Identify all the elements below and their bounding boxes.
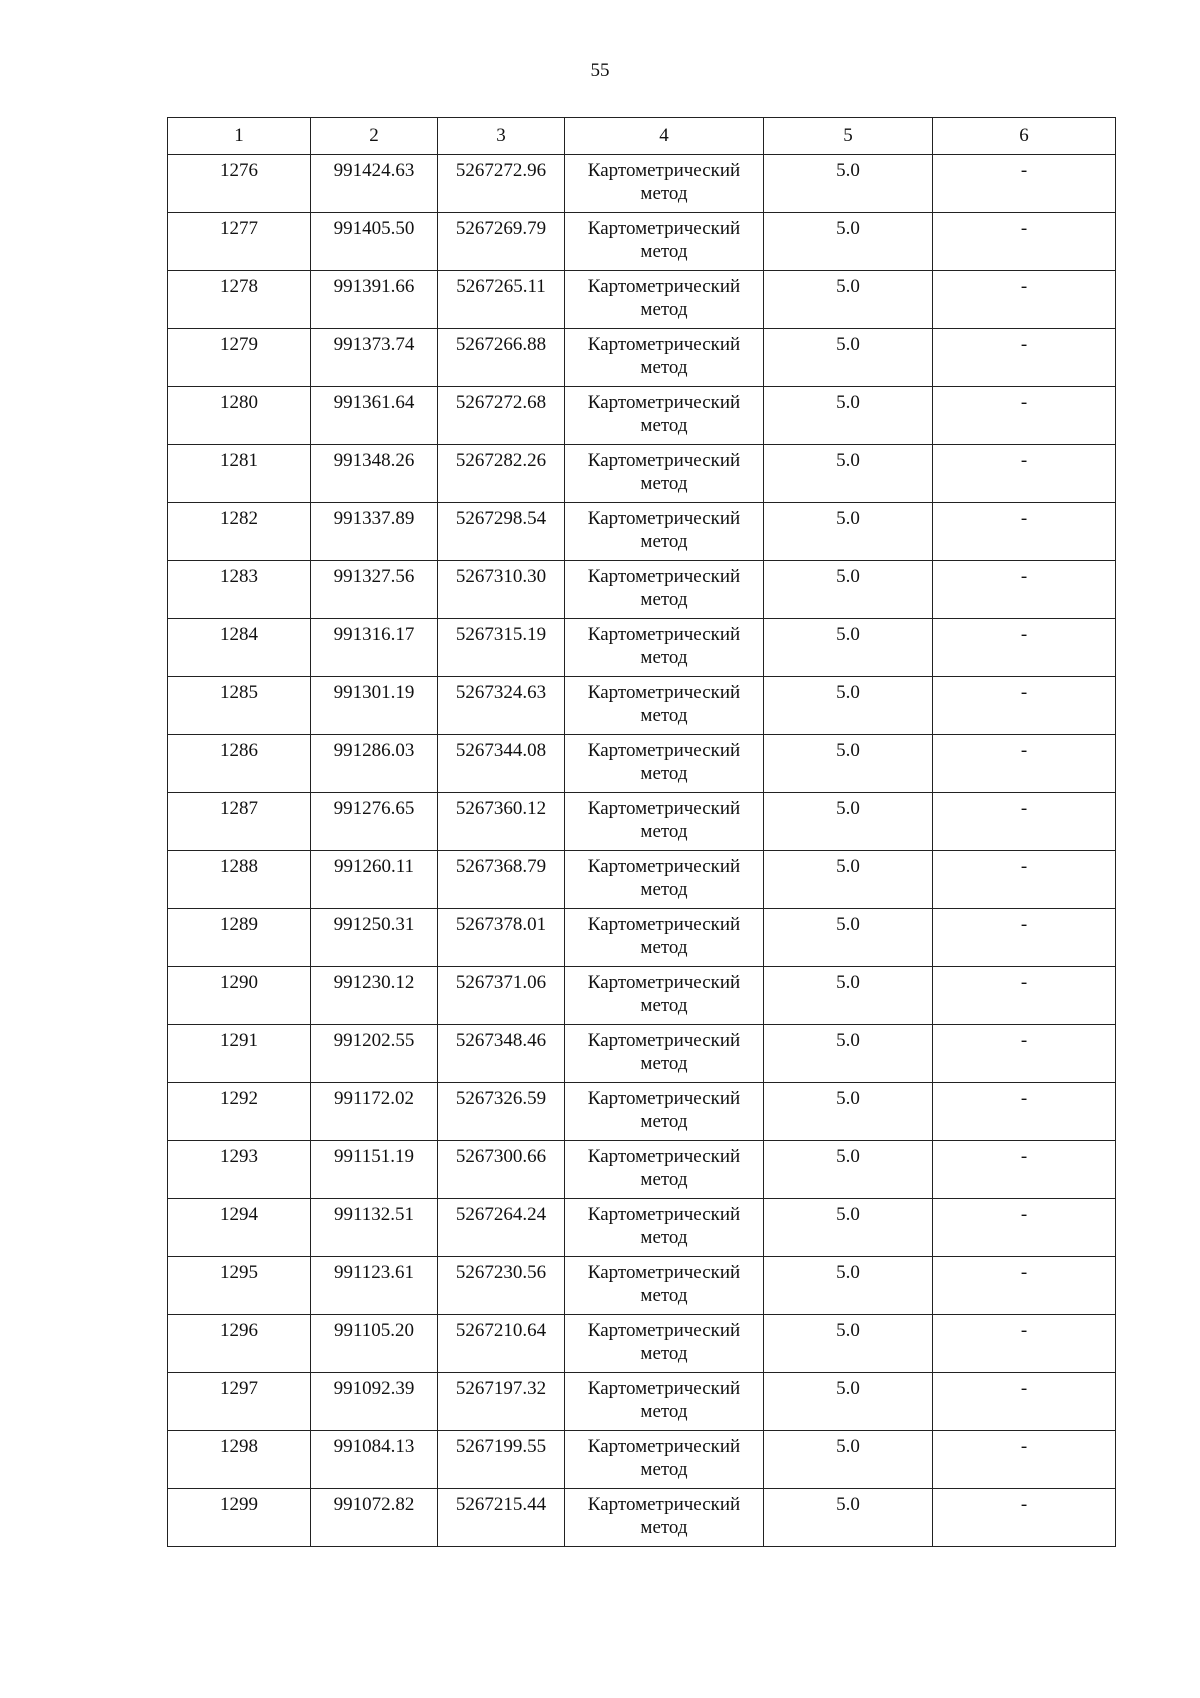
accuracy-cell: 5.0 bbox=[764, 619, 933, 677]
method-line-1: Картометрический bbox=[587, 624, 741, 645]
x-coordinate-cell: 991260.11 bbox=[311, 851, 438, 909]
x-coordinate-cell: 991424.63 bbox=[311, 155, 438, 213]
note-cell: - bbox=[933, 1025, 1116, 1083]
y-coordinate-cell: 5267360.12 bbox=[438, 793, 565, 851]
accuracy-cell: 5.0 bbox=[764, 1083, 933, 1141]
method-cell bbox=[565, 1083, 764, 1141]
accuracy-cell: 5.0 bbox=[764, 851, 933, 909]
accuracy-cell: 5.0 bbox=[764, 793, 933, 851]
method-line-2: метод bbox=[640, 241, 688, 262]
method-line-2: метод bbox=[640, 1169, 688, 1190]
method-cell bbox=[565, 967, 764, 1025]
method-line-2: метод bbox=[640, 1111, 688, 1132]
point-number-cell: 1294 bbox=[168, 1199, 311, 1257]
method-line-1: Картометрический bbox=[587, 566, 741, 587]
method-cell bbox=[565, 1257, 764, 1315]
x-coordinate-cell: 991405.50 bbox=[311, 213, 438, 271]
point-number-cell: 1279 bbox=[168, 329, 311, 387]
x-coordinate-cell: 991337.89 bbox=[311, 503, 438, 561]
table-row bbox=[168, 909, 1116, 967]
method-cell bbox=[565, 213, 764, 271]
x-coordinate-cell: 991250.31 bbox=[311, 909, 438, 967]
table-row bbox=[168, 1025, 1116, 1083]
method-line-1: Картометрический bbox=[587, 798, 741, 819]
accuracy-cell: 5.0 bbox=[764, 155, 933, 213]
method-line-1: Картометрический bbox=[587, 1436, 741, 1457]
x-coordinate-cell: 991132.51 bbox=[311, 1199, 438, 1257]
method-line-2: метод bbox=[640, 937, 688, 958]
note-cell: - bbox=[933, 1489, 1116, 1547]
method-cell bbox=[565, 1141, 764, 1199]
note-cell: - bbox=[933, 793, 1116, 851]
y-coordinate-cell: 5267368.79 bbox=[438, 851, 565, 909]
x-coordinate-cell: 991123.61 bbox=[311, 1257, 438, 1315]
x-coordinate-cell: 991172.02 bbox=[311, 1083, 438, 1141]
method-line-1: Картометрический bbox=[587, 450, 741, 471]
x-coordinate-cell: 991301.19 bbox=[311, 677, 438, 735]
accuracy-cell: 5.0 bbox=[764, 909, 933, 967]
y-coordinate-cell: 5267210.64 bbox=[438, 1315, 565, 1373]
table-row bbox=[168, 445, 1116, 503]
method-line-1: Картометрический bbox=[587, 160, 741, 181]
y-coordinate-cell: 5267324.63 bbox=[438, 677, 565, 735]
y-coordinate-cell: 5267300.66 bbox=[438, 1141, 565, 1199]
method-cell bbox=[565, 909, 764, 967]
coordinates-table bbox=[167, 117, 1116, 1547]
table-row bbox=[168, 213, 1116, 271]
point-number-cell: 1282 bbox=[168, 503, 311, 561]
y-coordinate-cell: 5267315.19 bbox=[438, 619, 565, 677]
table-row bbox=[168, 503, 1116, 561]
method-line-1: Картометрический bbox=[587, 914, 741, 935]
note-cell: - bbox=[933, 387, 1116, 445]
y-coordinate-cell: 5267230.56 bbox=[438, 1257, 565, 1315]
method-line-2: метод bbox=[640, 1053, 688, 1074]
x-coordinate-cell: 991327.56 bbox=[311, 561, 438, 619]
y-coordinate-cell: 5267282.26 bbox=[438, 445, 565, 503]
table-row bbox=[168, 1373, 1116, 1431]
y-coordinate-cell: 5267326.59 bbox=[438, 1083, 565, 1141]
method-line-2: метод bbox=[640, 299, 688, 320]
method-line-1: Картометрический bbox=[587, 856, 741, 877]
point-number-cell: 1283 bbox=[168, 561, 311, 619]
accuracy-cell: 5.0 bbox=[764, 387, 933, 445]
method-line-2: метод bbox=[640, 473, 688, 494]
accuracy-cell: 5.0 bbox=[764, 1431, 933, 1489]
point-number-cell: 1297 bbox=[168, 1373, 311, 1431]
method-cell bbox=[565, 329, 764, 387]
accuracy-cell: 5.0 bbox=[764, 735, 933, 793]
y-coordinate-cell: 5267272.96 bbox=[438, 155, 565, 213]
method-line-2: метод bbox=[640, 647, 688, 668]
method-cell bbox=[565, 619, 764, 677]
method-line-1: Картометрический bbox=[587, 508, 741, 529]
method-line-2: метод bbox=[640, 1401, 688, 1422]
note-cell: - bbox=[933, 155, 1116, 213]
point-number-cell: 1298 bbox=[168, 1431, 311, 1489]
point-number-cell: 1290 bbox=[168, 967, 311, 1025]
method-cell bbox=[565, 677, 764, 735]
method-line-2: метод bbox=[640, 183, 688, 204]
accuracy-cell: 5.0 bbox=[764, 1141, 933, 1199]
note-cell: - bbox=[933, 561, 1116, 619]
table-row bbox=[168, 1489, 1116, 1547]
note-cell: - bbox=[933, 909, 1116, 967]
column-header-4: 4 bbox=[565, 118, 764, 155]
x-coordinate-cell: 991202.55 bbox=[311, 1025, 438, 1083]
point-number-cell: 1289 bbox=[168, 909, 311, 967]
accuracy-cell: 5.0 bbox=[764, 213, 933, 271]
method-line-2: метод bbox=[640, 1517, 688, 1538]
y-coordinate-cell: 5267266.88 bbox=[438, 329, 565, 387]
method-line-1: Картометрический bbox=[587, 682, 741, 703]
note-cell: - bbox=[933, 735, 1116, 793]
method-line-1: Картометрический bbox=[587, 1088, 741, 1109]
note-cell: - bbox=[933, 1373, 1116, 1431]
table-header-row bbox=[168, 118, 1116, 155]
table-row bbox=[168, 793, 1116, 851]
point-number-cell: 1291 bbox=[168, 1025, 311, 1083]
note-cell: - bbox=[933, 851, 1116, 909]
table-row bbox=[168, 735, 1116, 793]
method-line-1: Картометрический bbox=[587, 276, 741, 297]
accuracy-cell: 5.0 bbox=[764, 1025, 933, 1083]
table-row bbox=[168, 1083, 1116, 1141]
method-cell bbox=[565, 1373, 764, 1431]
point-number-cell: 1296 bbox=[168, 1315, 311, 1373]
method-line-1: Картометрический bbox=[587, 1378, 741, 1399]
y-coordinate-cell: 5267264.24 bbox=[438, 1199, 565, 1257]
method-cell bbox=[565, 793, 764, 851]
x-coordinate-cell: 991072.82 bbox=[311, 1489, 438, 1547]
y-coordinate-cell: 5267378.01 bbox=[438, 909, 565, 967]
method-line-2: метод bbox=[640, 531, 688, 552]
method-line-1: Картометрический bbox=[587, 218, 741, 239]
point-number-cell: 1292 bbox=[168, 1083, 311, 1141]
x-coordinate-cell: 991084.13 bbox=[311, 1431, 438, 1489]
accuracy-cell: 5.0 bbox=[764, 1257, 933, 1315]
method-cell bbox=[565, 387, 764, 445]
note-cell: - bbox=[933, 619, 1116, 677]
method-cell bbox=[565, 1199, 764, 1257]
method-line-1: Картометрический bbox=[587, 972, 741, 993]
table-row bbox=[168, 1315, 1116, 1373]
table-row bbox=[168, 329, 1116, 387]
note-cell: - bbox=[933, 1199, 1116, 1257]
accuracy-cell: 5.0 bbox=[764, 1489, 933, 1547]
note-cell: - bbox=[933, 503, 1116, 561]
note-cell: - bbox=[933, 1083, 1116, 1141]
point-number-cell: 1280 bbox=[168, 387, 311, 445]
accuracy-cell: 5.0 bbox=[764, 445, 933, 503]
method-cell bbox=[565, 561, 764, 619]
method-line-2: метод bbox=[640, 705, 688, 726]
method-line-2: метод bbox=[640, 763, 688, 784]
method-line-2: метод bbox=[640, 1227, 688, 1248]
x-coordinate-cell: 991391.66 bbox=[311, 271, 438, 329]
method-line-2: метод bbox=[640, 995, 688, 1016]
method-line-2: метод bbox=[640, 357, 688, 378]
note-cell: - bbox=[933, 1141, 1116, 1199]
accuracy-cell: 5.0 bbox=[764, 271, 933, 329]
note-cell: - bbox=[933, 213, 1116, 271]
note-cell: - bbox=[933, 967, 1116, 1025]
table-row bbox=[168, 1431, 1116, 1489]
table-row bbox=[168, 387, 1116, 445]
method-line-1: Картометрический bbox=[587, 392, 741, 413]
accuracy-cell: 5.0 bbox=[764, 1315, 933, 1373]
accuracy-cell: 5.0 bbox=[764, 329, 933, 387]
table-row bbox=[168, 619, 1116, 677]
x-coordinate-cell: 991105.20 bbox=[311, 1315, 438, 1373]
note-cell: - bbox=[933, 1431, 1116, 1489]
y-coordinate-cell: 5267269.79 bbox=[438, 213, 565, 271]
x-coordinate-cell: 991373.74 bbox=[311, 329, 438, 387]
accuracy-cell: 5.0 bbox=[764, 1199, 933, 1257]
x-coordinate-cell: 991230.12 bbox=[311, 967, 438, 1025]
method-cell bbox=[565, 155, 764, 213]
method-line-2: метод bbox=[640, 589, 688, 610]
method-cell bbox=[565, 503, 764, 561]
point-number-cell: 1277 bbox=[168, 213, 311, 271]
method-cell bbox=[565, 1315, 764, 1373]
table-row bbox=[168, 851, 1116, 909]
method-line-2: метод bbox=[640, 1343, 688, 1364]
y-coordinate-cell: 5267197.32 bbox=[438, 1373, 565, 1431]
accuracy-cell: 5.0 bbox=[764, 1373, 933, 1431]
y-coordinate-cell: 5267371.06 bbox=[438, 967, 565, 1025]
table-row bbox=[168, 1257, 1116, 1315]
method-line-2: метод bbox=[640, 1459, 688, 1480]
point-number-cell: 1281 bbox=[168, 445, 311, 503]
table-row bbox=[168, 1199, 1116, 1257]
method-line-1: Картометрический bbox=[587, 740, 741, 761]
method-cell bbox=[565, 1025, 764, 1083]
method-cell bbox=[565, 1489, 764, 1547]
x-coordinate-cell: 991151.19 bbox=[311, 1141, 438, 1199]
point-number-cell: 1299 bbox=[168, 1489, 311, 1547]
point-number-cell: 1293 bbox=[168, 1141, 311, 1199]
method-cell bbox=[565, 851, 764, 909]
method-line-1: Картометрический bbox=[587, 1204, 741, 1225]
accuracy-cell: 5.0 bbox=[764, 677, 933, 735]
y-coordinate-cell: 5267215.44 bbox=[438, 1489, 565, 1547]
method-line-1: Картометрический bbox=[587, 1146, 741, 1167]
method-line-2: метод bbox=[640, 1285, 688, 1306]
method-line-2: метод bbox=[640, 415, 688, 436]
note-cell: - bbox=[933, 329, 1116, 387]
point-number-cell: 1278 bbox=[168, 271, 311, 329]
table-row bbox=[168, 967, 1116, 1025]
y-coordinate-cell: 5267272.68 bbox=[438, 387, 565, 445]
table-row bbox=[168, 271, 1116, 329]
y-coordinate-cell: 5267348.46 bbox=[438, 1025, 565, 1083]
table-row bbox=[168, 677, 1116, 735]
y-coordinate-cell: 5267199.55 bbox=[438, 1431, 565, 1489]
x-coordinate-cell: 991092.39 bbox=[311, 1373, 438, 1431]
x-coordinate-cell: 991286.03 bbox=[311, 735, 438, 793]
method-line-2: метод bbox=[640, 879, 688, 900]
method-line-1: Картометрический bbox=[587, 1494, 741, 1515]
point-number-cell: 1284 bbox=[168, 619, 311, 677]
column-header-2: 2 bbox=[311, 118, 438, 155]
point-number-cell: 1285 bbox=[168, 677, 311, 735]
column-header-1: 1 bbox=[168, 118, 311, 155]
x-coordinate-cell: 991361.64 bbox=[311, 387, 438, 445]
note-cell: - bbox=[933, 1315, 1116, 1373]
method-line-1: Картометрический bbox=[587, 1262, 741, 1283]
note-cell: - bbox=[933, 1257, 1116, 1315]
method-cell bbox=[565, 445, 764, 503]
page-number: 55 bbox=[590, 60, 610, 81]
point-number-cell: 1287 bbox=[168, 793, 311, 851]
method-line-1: Картометрический bbox=[587, 1030, 741, 1051]
y-coordinate-cell: 5267265.11 bbox=[438, 271, 565, 329]
method-cell bbox=[565, 1431, 764, 1489]
method-cell bbox=[565, 271, 764, 329]
method-cell bbox=[565, 735, 764, 793]
x-coordinate-cell: 991276.65 bbox=[311, 793, 438, 851]
point-number-cell: 1295 bbox=[168, 1257, 311, 1315]
point-number-cell: 1288 bbox=[168, 851, 311, 909]
point-number-cell: 1276 bbox=[168, 155, 311, 213]
note-cell: - bbox=[933, 271, 1116, 329]
table-body bbox=[168, 155, 1116, 1547]
method-line-1: Картометрический bbox=[587, 1320, 741, 1341]
column-header-3: 3 bbox=[438, 118, 565, 155]
table-row bbox=[168, 155, 1116, 213]
accuracy-cell: 5.0 bbox=[764, 561, 933, 619]
column-header-5: 5 bbox=[764, 118, 933, 155]
method-line-1: Картометрический bbox=[587, 334, 741, 355]
table-row bbox=[168, 1141, 1116, 1199]
method-line-2: метод bbox=[640, 821, 688, 842]
y-coordinate-cell: 5267344.08 bbox=[438, 735, 565, 793]
accuracy-cell: 5.0 bbox=[764, 967, 933, 1025]
table-row bbox=[168, 561, 1116, 619]
y-coordinate-cell: 5267298.54 bbox=[438, 503, 565, 561]
x-coordinate-cell: 991348.26 bbox=[311, 445, 438, 503]
point-number-cell: 1286 bbox=[168, 735, 311, 793]
y-coordinate-cell: 5267310.30 bbox=[438, 561, 565, 619]
column-header-6: 6 bbox=[933, 118, 1116, 155]
accuracy-cell: 5.0 bbox=[764, 503, 933, 561]
x-coordinate-cell: 991316.17 bbox=[311, 619, 438, 677]
note-cell: - bbox=[933, 445, 1116, 503]
note-cell: - bbox=[933, 677, 1116, 735]
